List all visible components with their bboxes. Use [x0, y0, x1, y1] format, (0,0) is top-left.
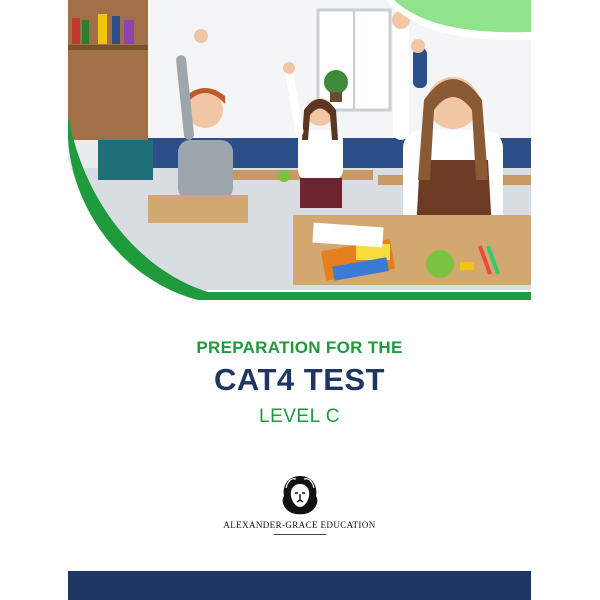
publisher-underline [274, 534, 326, 535]
title-kicker: PREPARATION FOR THE [196, 338, 403, 357]
lion-head-icon [278, 474, 322, 516]
level-label: LEVEL C [259, 406, 340, 427]
footer-bar [68, 571, 531, 600]
publisher-name: ALEXANDER-GRACE EDUCATION [223, 520, 376, 530]
publisher-logo [68, 474, 531, 535]
classroom-photo [68, 0, 531, 300]
book-title: CAT4 TEST [214, 362, 385, 397]
book-cover [68, 0, 531, 600]
title-block [68, 338, 531, 428]
